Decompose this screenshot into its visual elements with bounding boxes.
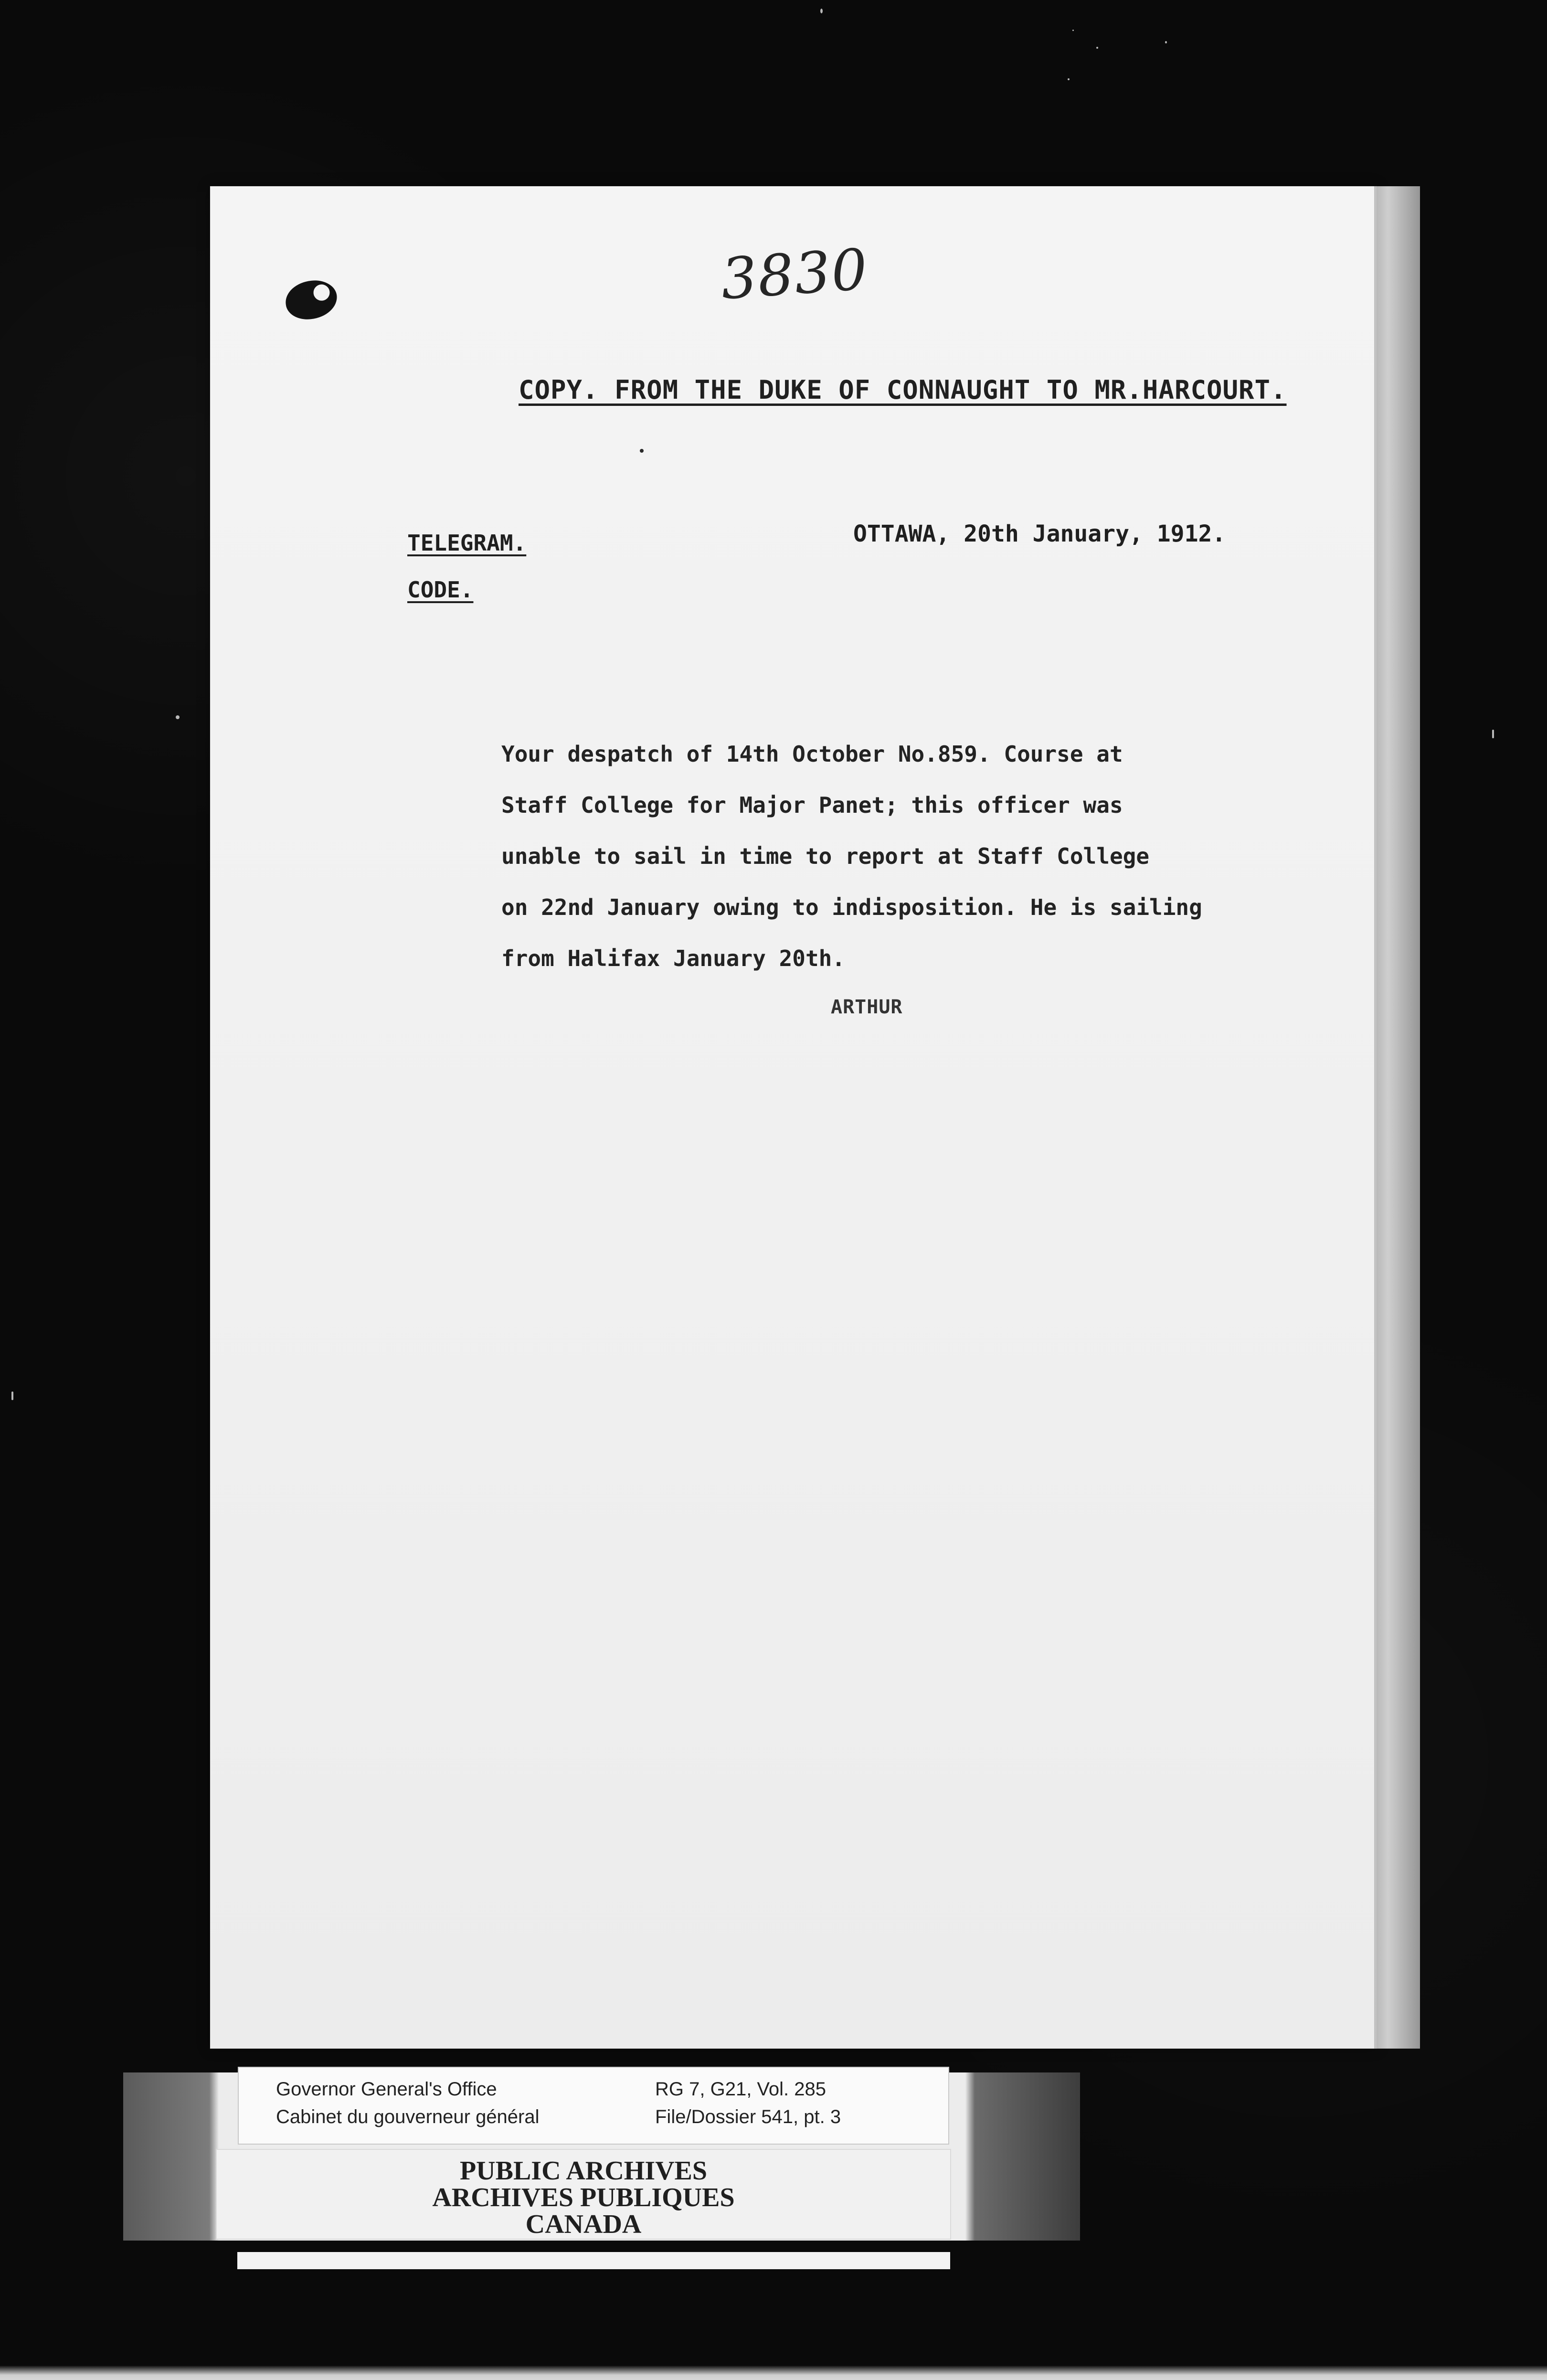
scan-speck xyxy=(1072,30,1074,31)
scan-speck xyxy=(176,715,180,719)
dateline: OTTAWA, 20th January, 1912. xyxy=(853,521,1226,547)
scan-speck xyxy=(11,1392,13,1400)
film-bottom-edge xyxy=(0,2366,1547,2380)
scan-speck xyxy=(1068,78,1070,80)
body-line: on 22nd January owing to indisposition. He is sailing xyxy=(501,894,1202,920)
record-label xyxy=(655,2075,841,2131)
label-strip xyxy=(237,2252,950,2269)
body-line: from Halifax January 20th. xyxy=(501,946,846,971)
body-line: Staff College for Major Panet; this officer was xyxy=(501,792,1123,818)
scan-speck xyxy=(1096,47,1098,49)
code-label: CODE. xyxy=(407,577,474,603)
telegram-label: TELEGRAM. xyxy=(407,530,527,556)
record-line-1: RG 7, G21, Vol. 285 xyxy=(655,2079,826,2100)
public-archives-line-1: PUBLIC ARCHIVES xyxy=(459,2156,708,2186)
ink-dot xyxy=(640,449,644,453)
scan-speck xyxy=(820,9,823,13)
archive-reference-label xyxy=(238,2067,949,2145)
telegram-body xyxy=(501,729,1289,984)
office-line-2: Cabinet du gouverneur général xyxy=(276,2106,540,2127)
page-edge xyxy=(1374,186,1420,2049)
public-archives-line-2: ARCHIVES PUBLIQUES xyxy=(432,2183,735,2212)
signature: ARTHUR xyxy=(831,996,903,1018)
body-line: Your despatch of 14th October No.859. Course at xyxy=(501,741,1123,767)
document-heading: COPY. FROM THE DUKE OF CONNAUGHT TO MR.HARCOURT. xyxy=(519,375,1287,405)
public-archives-label xyxy=(216,2149,951,2240)
public-archives-line-3: CANADA xyxy=(525,2210,642,2239)
scan-speck xyxy=(1165,41,1167,43)
telegram-meta xyxy=(407,520,526,613)
record-line-2: File/Dossier 541, pt. 3 xyxy=(655,2106,841,2127)
office-line-1: Governor General's Office xyxy=(276,2079,497,2100)
scan-speck xyxy=(1492,730,1494,738)
office-label xyxy=(276,2075,540,2131)
file-number: 3830 xyxy=(719,236,870,312)
body-line: unable to sail in time to report at Staff College xyxy=(501,843,1150,869)
document-page xyxy=(210,186,1377,2049)
